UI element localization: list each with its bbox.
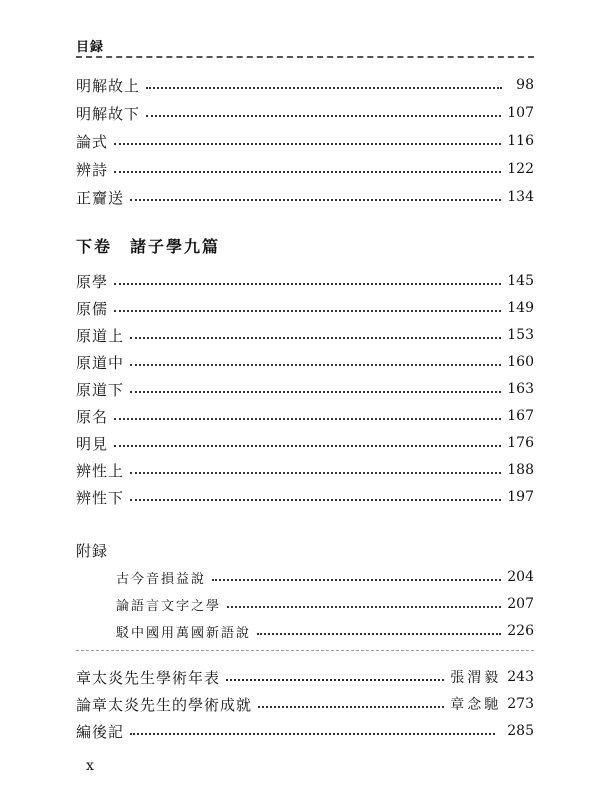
dot-leader [130,499,501,501]
dot-leader [130,733,495,735]
dot-leader [114,310,501,312]
appendix-heading: 附録 [76,542,109,560]
dot-leader [257,633,501,635]
toc-entry[interactable] [76,430,534,456]
toc-entry[interactable] [76,128,534,154]
entry-page: 176 [507,435,534,451]
section-heading [76,234,238,257]
entry-page: 134 [507,189,534,205]
entry-page: 226 [507,623,534,639]
header-rule [76,56,534,58]
dot-leader [227,606,501,608]
entry-title: 明解故上 [76,76,141,95]
dot-leader [146,115,501,117]
entry-title: 原名 [76,407,109,426]
entry-title: 原儒 [76,299,109,318]
entry-title: 章太炎先生學術年表 [76,668,221,687]
toc-entry[interactable] [76,295,534,321]
entry-title: 原道下 [76,380,125,399]
entry-title: 古今音損益說 [116,571,207,587]
entry-title: 原學 [76,272,109,291]
divider [76,650,534,651]
section-volume: 下卷 [76,237,113,256]
entry-title: 論語言文字之學 [116,598,222,614]
entry-title: 正齎送 [76,188,125,207]
entry-page: 188 [507,462,534,478]
toc-entry[interactable] [76,349,534,375]
dot-leader [114,171,501,173]
toc-entry[interactable] [76,718,534,744]
entry-page: 107 [507,105,534,121]
entry-page: 98 [516,77,534,93]
entry-page: 167 [507,408,534,424]
entry-page: 163 [507,381,534,397]
entry-page: 116 [507,133,534,149]
dot-leader [114,283,501,285]
entry-title: 原道中 [76,353,125,372]
entry-title: 編後記 [76,722,125,741]
entry-title: 辨性下 [76,488,125,507]
entry-title: 原道上 [76,326,125,345]
toc-entry[interactable] [76,184,534,210]
entry-page: 122 [507,161,534,177]
dot-leader [130,337,501,339]
entry-page: 197 [507,489,534,505]
entry-author: 章念馳 [450,697,502,713]
dot-leader [114,418,501,420]
entry-page: 207 [507,596,534,612]
toc-entry[interactable] [76,457,534,483]
entry-title: 論章太炎先生的學術成就 [76,695,253,714]
entry-title: 明見 [76,434,109,453]
entry-title: 辨詩 [76,160,109,179]
entry-author: 張渭毅 [450,670,502,686]
dot-leader [226,679,444,681]
dot-leader [130,391,501,393]
section-title: 諸子學九篇 [130,237,221,256]
toc-entry[interactable] [76,100,534,126]
toc-entry[interactable] [76,403,534,429]
entry-page: 145 [507,273,534,289]
entry-title: 論式 [76,132,109,151]
entry-page: 273 [507,696,534,712]
page-folio: x [86,758,94,774]
dot-leader [130,472,501,474]
appendix-entry[interactable] [116,591,534,617]
entry-title: 駁中國用萬國新語說 [116,625,252,641]
dot-leader [146,87,502,89]
entry-page: 160 [507,354,534,370]
dot-leader [130,364,501,366]
entry-page: 243 [507,669,534,685]
dot-leader [130,199,501,201]
toc-entry[interactable] [76,72,534,98]
toc-entry[interactable] [76,268,534,294]
entry-page: 153 [507,327,534,343]
appendix-entry[interactable] [116,564,534,590]
dot-leader [114,445,501,447]
toc-entry[interactable] [76,691,534,717]
dot-leader [258,706,444,708]
entry-title: 明解故下 [76,104,141,123]
toc-entry[interactable] [76,322,534,348]
toc-entry[interactable] [76,156,534,182]
entry-page: 204 [507,569,534,585]
entry-page: 285 [507,723,534,739]
dot-leader [114,143,501,145]
toc-entry[interactable] [76,664,534,690]
toc-entry[interactable] [76,484,534,510]
entry-title: 辨性上 [76,461,125,480]
entry-page: 149 [507,300,534,316]
dot-leader [212,579,501,581]
running-head: 目録 [76,40,105,55]
toc-entry[interactable] [76,376,534,402]
appendix-entry[interactable] [116,618,534,644]
